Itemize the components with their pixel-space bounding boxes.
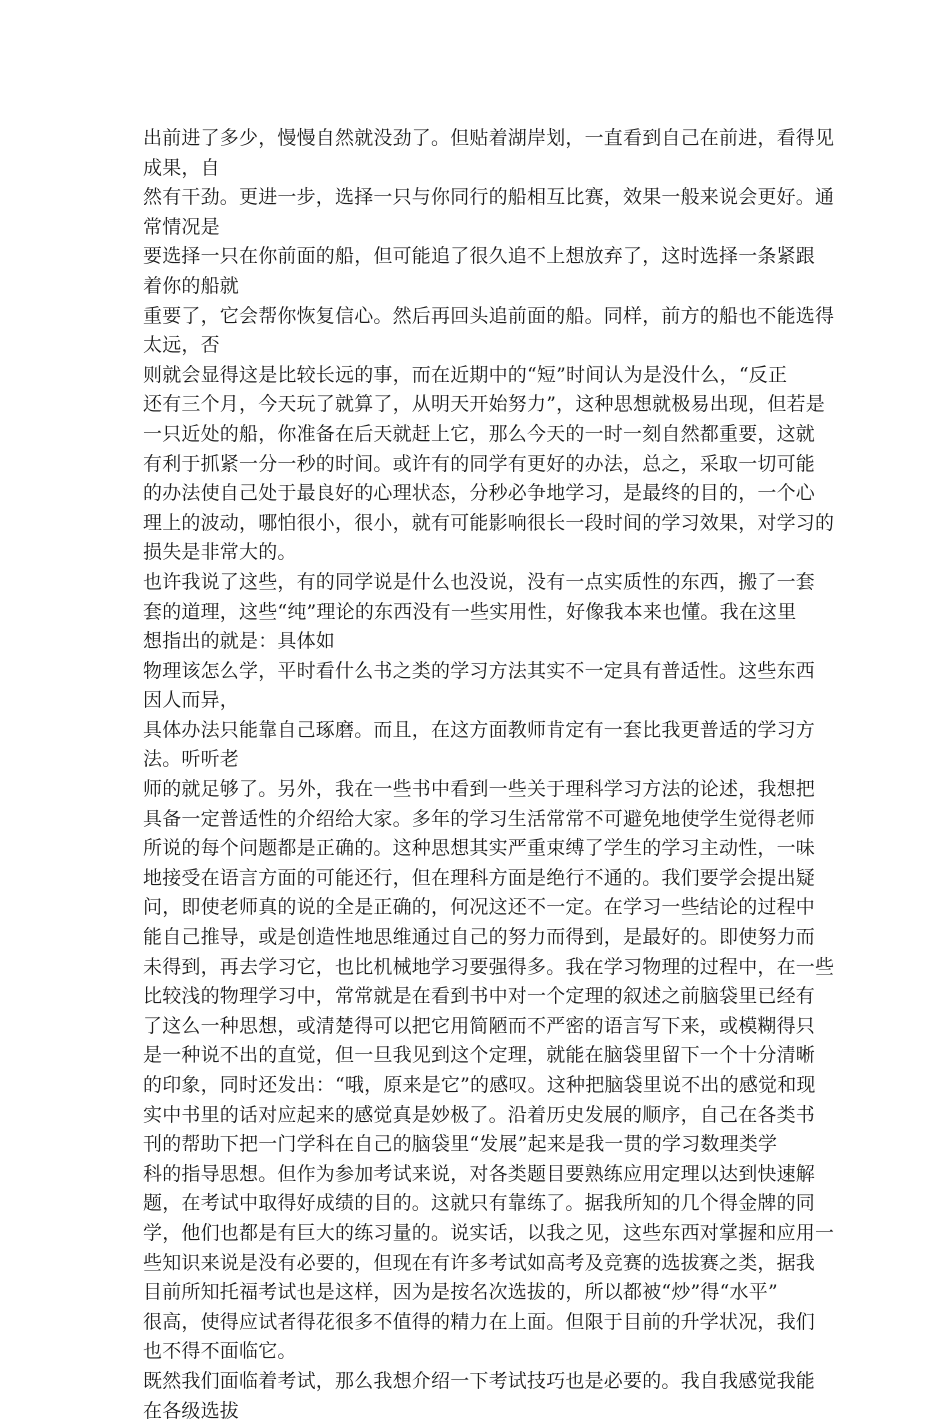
- text-line: 很高，使得应试者得花很多不值得的精力在上面。但限于目前的升学状况，我们: [143, 1310, 816, 1333]
- document-body: [143, 124, 835, 1426]
- text-line: 科的指导思想。但作为参加考试来说，对各类题目要熟练应用定理以达到快速解: [143, 1162, 816, 1185]
- text-line: 损失是非常大的。: [143, 541, 297, 564]
- text-line: 套的道理，这些“纯”理论的东西没有一些实用性，好像我本来也懂。我在这里: [143, 600, 797, 623]
- text-line: 所说的每个问题都是正确的。这种思想其实严重束缚了学生的学习主动性，一味: [143, 837, 816, 860]
- text-line: 未得到，再去学习它，也比机械地学习要强得多。我在学习物理的过程中，在一些: [143, 955, 835, 978]
- text-line: 能自己推导，或是创造性地思维通过自己的努力而得到，是最好的。即使努力而: [143, 926, 816, 949]
- text-line: 有利于抓紧一分一秒的时间。或许有的同学有更好的办法，总之，采取一切可能: [143, 452, 816, 475]
- text-line: 太远，否: [143, 334, 220, 357]
- text-line: 的办法使自己处于最良好的心理状态，分秒必争地学习，是最终的目的，一个心: [143, 482, 816, 505]
- text-line: 学，他们也都是有巨大的练习量的。说实话，以我之见，这些东西对掌握和应用一: [143, 1221, 835, 1244]
- text-line: 既然我们面临着考试，那么我想介绍一下考试技巧也是必要的。我自我感觉我能: [143, 1369, 816, 1392]
- text-line: 实中书里的话对应起来的感觉真是妙极了。沿着历史发展的顺序，自己在各类书: [143, 1103, 816, 1126]
- text-line: 还有三个月，今天玩了就算了，从明天开始努力”，这种思想就极易出现，但若是: [143, 393, 825, 416]
- text-line: 着你的船就: [143, 274, 240, 297]
- text-line: 刊的帮助下把一门学科在自己的脑袋里“发展”起来是我一贯的学习数理类学: [143, 1133, 778, 1156]
- text-line: 物理该怎么学，平时看什么书之类的学习方法其实不一定具有普适性。这些东西: [143, 659, 816, 682]
- text-line: 具备一定普适性的介绍给大家。多年的学习生活常常不可避免地使学生觉得老师: [143, 807, 816, 830]
- text-line: 出前进了多少，慢慢自然就没劲了。但贴着湖岸划，一直看到自己在前进，看得见: [143, 127, 835, 149]
- text-line: 常情况是: [143, 215, 220, 238]
- text-line: 目前所知托福考试也是这样，因为是按名次选拔的，所以都被“炒”得“水平”: [143, 1281, 778, 1304]
- text-line: 因人而异，: [143, 689, 240, 712]
- text-line: 也不得不面临它。: [143, 1340, 297, 1363]
- text-line: 想指出的就是：具体如: [143, 630, 336, 653]
- text-line: 师的就足够了。另外，我在一些书中看到一些关于理科学习方法的论述，我想把: [143, 778, 816, 801]
- text-line: 具体办法只能靠自己琢磨。而且，在这方面教师肯定有一套比我更普适的学习方: [143, 718, 816, 741]
- text-line: 要选择一只在你前面的船，但可能追了很久追不上想放弃了，这时选择一条紧跟: [143, 245, 816, 268]
- text-line: 则就会显得这是比较长远的事，而在近期中的“短”时间认为是没什么，“反正: [143, 363, 788, 386]
- text-line: 的印象，同时还发出：“哦，原来是它”的感叹。这种把脑袋里说不出的感觉和现: [143, 1074, 816, 1096]
- text-line: 法。听听老: [143, 748, 240, 771]
- text-line: 一只近处的船，你准备在后天就赶上它，那么今天的一时一刻自然都重要，这就: [143, 422, 816, 445]
- text-line: 问，即使老师真的说的全是正确的，何况这还不一定。在学习一些结论的过程中: [143, 896, 816, 919]
- text-line: 成果，自: [143, 156, 220, 179]
- text-line: 些知识来说是没有必要的，但现在有许多考试如高考及竞赛的选拔赛之类，据我: [143, 1251, 816, 1274]
- text-line: 了这么一种思想，或清楚得可以把它用简陋而不严密的语言写下来，或模糊得只: [143, 1014, 816, 1037]
- text-line: 题，在考试中取得好成绩的目的。这就只有靠练了。据我所知的几个得金牌的同: [143, 1192, 816, 1215]
- text-line: 地接受在语言方面的可能还行，但在理科方面是绝行不通的。我们要学会提出疑: [143, 866, 816, 889]
- text-line: 在各级选拔: [143, 1399, 240, 1422]
- text-line: 也许我说了这些，有的同学说是什么也没说，没有一点实质性的东西，搬了一套: [143, 570, 816, 593]
- text-line: 重要了，它会帮你恢复信心。然后再回头追前面的船。同样，前方的船也不能选得: [143, 304, 835, 327]
- text-line: 是一种说不出的直觉，但一旦我见到这个定理，就能在脑袋里留下一个十分清晰: [143, 1044, 816, 1067]
- text-line: 然有干劲。更进一步，选择一只与你同行的船相互比赛，效果一般来说会更好。通: [143, 186, 835, 209]
- text-line: 比较浅的物理学习中，常常就是在看到书中对一个定理的叙述之前脑袋里已经有: [143, 985, 816, 1008]
- text-line: 理上的波动，哪怕很小，很小，就有可能影响很长一段时间的学习效果，对学习的: [143, 511, 835, 534]
